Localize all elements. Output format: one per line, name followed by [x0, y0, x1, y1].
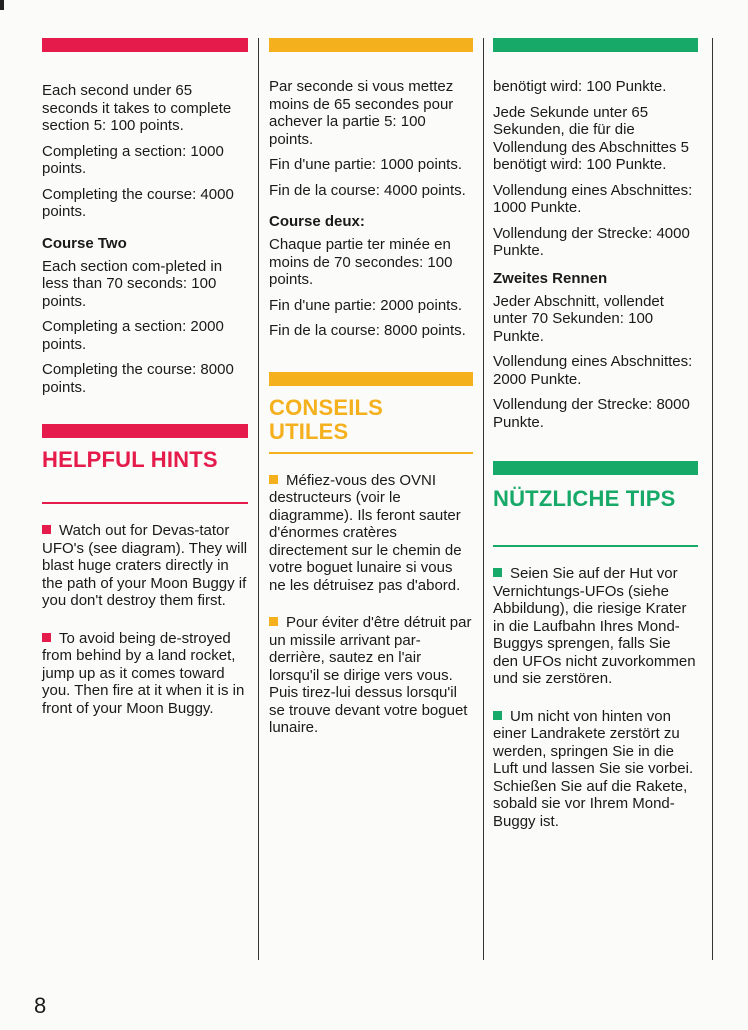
green-rule [493, 545, 698, 547]
german-course-two-paragraph: Vollendung eines Abschnittes: 2000 Punkte. [493, 353, 693, 388]
german-scoring-paragraph: Vollendung der Strecke: 4000 Punkte. [493, 224, 690, 259]
english-scoring-paragraph: Completing a section: 1000 points. [42, 142, 224, 177]
german-column [493, 38, 698, 850]
bullet-square-icon [269, 617, 278, 626]
orange-color-bar [269, 38, 473, 52]
bullet-square-icon [269, 475, 278, 484]
german-hint-text: Seien Sie auf der Hut vor Vernichtungs-UFOs (siehe Abbildung), die riesige Krater in die Laufbahn Ihres Mond-Buggys sprengen, falls Sie den UFOs nicht zuvorkommen und sie zerstören. [493, 565, 696, 687]
bullet-square-icon [493, 711, 502, 720]
german-course-two-paragraph: Vollendung der Strecke: 8000 Punkte. [493, 396, 690, 431]
french-scoring-paragraph: Fin de la course: 4000 points. [269, 181, 466, 199]
conseils-utiles-heading [269, 396, 473, 444]
english-course-two-paragraph: Completing a section: 2000 points. [42, 318, 224, 353]
english-course-two-title: Course Two [42, 234, 127, 252]
german-hint [493, 708, 698, 831]
english-hint [42, 522, 248, 610]
german-course-two-title: Zweites Rennen [493, 269, 608, 287]
german-course-two-paragraph: Jeder Abschnitt, vollendet unter 70 Sekunden: 100 Punkte. [493, 292, 664, 345]
orange-rule [269, 452, 473, 454]
column-divider [712, 38, 713, 960]
french-course-two-title: Course deux: [269, 213, 365, 230]
heading-line: CONSEILS [269, 394, 384, 420]
french-course-two-paragraph: Fin d'une partie: 2000 points. [269, 296, 462, 314]
heading-line: UTILES [269, 418, 349, 444]
french-hint [269, 472, 473, 595]
english-course-two-paragraph: Completing the course: 8000 points. [42, 361, 234, 396]
helpful-hints-heading: HELPFUL HINTS [42, 447, 218, 472]
french-hint-text: Méfiez-vous des OVNI destructeurs (voir le diagramme). Ils feront sauter d'énormes cratères directement sur le chemin de votre boguet lunaire si vous ne les détruisez pas d'abord. [269, 471, 462, 594]
red-rule [42, 502, 248, 504]
german-scoring-paragraph: Vollendung eines Abschnittes: 1000 Punkte. [493, 181, 693, 216]
french-column [269, 38, 473, 757]
green-color-bar [493, 38, 698, 52]
french-course-two-paragraph: Fin de la course: 8000 points. [269, 322, 466, 339]
english-hint [42, 630, 248, 718]
orange-color-bar [269, 372, 473, 386]
french-hint-text: Pour éviter d'être détruit par un missile arrivant par-derrière, sautez en l'air lorsqu'il se dirige vers vous. Puis tirez-lui dessus lorsqu'il se trouve devant votre boguet lunaire. [269, 614, 472, 736]
german-hint-text: Um nicht von hinten von einer Landrakete zerstört zu werden, springen Sie in die Luft und lassen Sie sie vorbei. Schießen Sie auf die Rakete, sobald sie vor Ihrem Mond-Buggy ist. [493, 707, 694, 830]
page-number: 8 [34, 993, 47, 1018]
bullet-square-icon [493, 568, 502, 577]
english-column [42, 38, 248, 737]
bullet-square-icon [42, 525, 51, 534]
column-divider [483, 38, 484, 960]
german-hint [493, 565, 698, 688]
green-color-bar [493, 461, 698, 475]
bullet-square-icon [42, 633, 51, 642]
french-scoring-paragraph: Fin d'une partie: 1000 points. [269, 156, 462, 173]
column-divider [258, 38, 259, 960]
french-course-two-paragraph: Chaque partie ter minée en moins de 70 secondes: 100 points. [269, 236, 453, 288]
red-color-bar [42, 38, 248, 52]
english-course-two-paragraph: Each section com-pleted in less than 70 seconds: 100 points. [42, 257, 223, 310]
french-scoring-paragraph: Par seconde si vous mettez moins de 65 secondes pour achever la partie 5: 100 points. [269, 78, 454, 148]
german-scoring-paragraph: benötigt wird: 100 Punkte. [493, 78, 667, 95]
english-scoring-paragraph: Each second under 65 seconds it takes to complete section 5: 100 points. [42, 82, 232, 134]
german-scoring-paragraph: Jede Sekunde unter 65 Sekunden, die für die Vollendung des Abschnittes 5 benötigt wird: 100 Punkte. [493, 103, 689, 173]
english-hint-text: Watch out for Devas-tator UFO's (see diagram). They will blast huge craters directly in the path of your Moon Buggy if you don't destroy them first. [42, 522, 248, 609]
red-color-bar [42, 424, 248, 438]
corner-mark [0, 0, 4, 10]
french-hint [269, 614, 473, 737]
english-hint-text: To avoid being de-stroyed from behind by a land rocket, jump up as it comes toward you. Then fire at it when it is in front of your Moon Buggy. [42, 629, 245, 717]
english-scoring-paragraph: Completing the course: 4000 points. [42, 185, 234, 220]
nuetzliche-tips-heading: NÜTZLICHE TIPS [493, 486, 676, 511]
